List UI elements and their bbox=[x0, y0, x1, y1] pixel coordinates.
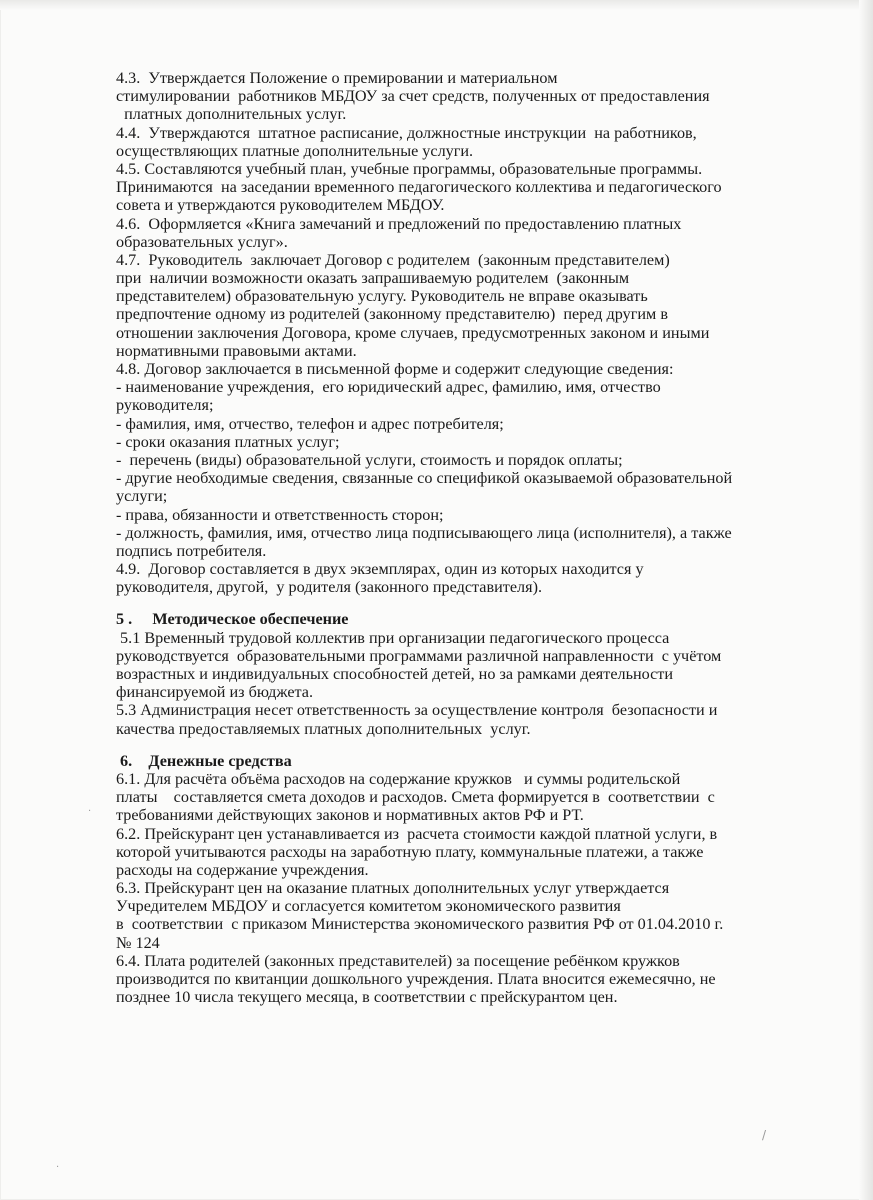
section-4-line: образовательных услуг». bbox=[116, 232, 288, 251]
section-4-line: - фамилия, имя, отчество, телефон и адрес потребителя; bbox=[116, 414, 504, 433]
document-body bbox=[116, 69, 796, 1006]
section-5-line: финансируемой из бюджета. bbox=[116, 683, 314, 702]
section-5-text bbox=[116, 629, 796, 738]
section-6-line: которой учитываются расходы на заработную плату, коммунальные платежи, а также bbox=[116, 842, 704, 861]
page-edge-shadow bbox=[859, 0, 873, 1200]
section-4-line: 4.8. Договор заключается в письменной форме и содержит следующие сведения: bbox=[116, 360, 674, 378]
section-6-line: в соответствии с приказом Министерства экономического развития РФ от 01.04.2010 г. bbox=[116, 915, 724, 934]
section-4-text bbox=[116, 69, 796, 596]
section-4-line: нормативными правовыми актами. bbox=[116, 341, 357, 360]
section-4-line: 4.3. Утверждается Положение о премировании и материальном bbox=[116, 69, 558, 87]
section-4-line: - перечень (виды) образовательной услуги, стоимость и порядок оплаты; bbox=[116, 450, 623, 469]
section-4-line: - другие необходимые сведения, связанные со спецификой оказываемой образовательной bbox=[116, 469, 733, 488]
section-6-line: 6.4. Плата родителей (законных представителей) за посещение ребёнком кружков bbox=[116, 951, 680, 970]
scan-speck: / bbox=[762, 1128, 767, 1142]
section-6-line: позднее 10 числа текущего месяца, в соответствии с прейскурантом цен. bbox=[116, 988, 618, 1007]
section-4-line: 4.6. Оформляется «Книга замечаний и предложений по предоставлению платных bbox=[116, 214, 682, 233]
section-6-line: 6.2. Прейскурант цен устанавливается из расчета стоимости каждой платной услуги, в bbox=[116, 824, 718, 843]
section-4-line: - наименование учреждения, его юридический адрес, фамилию, имя, отчество bbox=[116, 378, 661, 397]
scan-speck: · bbox=[88, 806, 92, 817]
section-6-line: 6.3. Прейскурант цен на оказание платных дополнительных услуг утверждается bbox=[116, 879, 670, 898]
section-5-line: качества предоставляемых платных дополнительных услуг. bbox=[116, 719, 531, 738]
section-6-line: платы составляется смета доходов и расходов. Смета формируется в соответствии с bbox=[116, 788, 715, 807]
section-4-line: - должность, фамилия, имя, отчество лица подписывающего лица (исполнителя), а также bbox=[116, 523, 732, 542]
section-4-line: услуги; bbox=[116, 487, 168, 506]
section-4-line: отношении заключения Договора, кроме случаев, предусмотренных законом и иными bbox=[116, 323, 710, 342]
section-gap bbox=[116, 596, 796, 610]
section-4-line: - права, обязанности и ответственность сторон; bbox=[116, 505, 444, 524]
section-5-heading: 5 . Методическое обеспечение bbox=[116, 610, 349, 629]
section-gap bbox=[116, 738, 796, 752]
section-4-line: совета и утверждаются руководителем МБДОУ. bbox=[116, 196, 445, 215]
section-4-line: представителем) образовательную услугу. Руководитель не вправе оказывать bbox=[116, 287, 648, 306]
section-6-text bbox=[116, 770, 796, 1006]
scan-speck: · bbox=[56, 1162, 60, 1173]
section-4-line: стимулировании работников МБДОУ за счет средств, полученных от предоставления bbox=[116, 87, 710, 106]
section-4-line: при наличии возможности оказать запрашиваемую родителем (законным bbox=[116, 269, 630, 288]
section-4-line: - сроки оказания платных услуг; bbox=[116, 432, 340, 451]
section-4-line: подпись потребителя. bbox=[116, 541, 267, 560]
section-4-line: 4.4. Утверждаются штатное расписание, должностные инструкции на работников, bbox=[116, 123, 697, 142]
section-4-line: руководителя, другой, у родителя (законного представителя). bbox=[116, 578, 543, 597]
section-4-line: 4.9. Договор составляется в двух экземплярах, один из которых находится у bbox=[116, 560, 644, 579]
section-6-line: 6.1. Для расчёта объёма расходов на содержание кружков и суммы родительской bbox=[116, 769, 681, 788]
section-6-line: требованиями действующих законов и нормативных актов РФ и РТ. bbox=[116, 806, 584, 825]
section-5-line: 5.3 Администрация несет ответственность за осуществление контроля безопасности и bbox=[116, 701, 718, 720]
section-5-line: руководствуется образовательными программами различной направленности с учётом bbox=[116, 646, 722, 665]
section-5-line: 5.1 Временный трудовой коллектив при организации педагогического процесса bbox=[116, 628, 670, 647]
section-4-line: предпочтение одному из родителей (законному представителю) перед другим в bbox=[116, 305, 668, 324]
section-6-heading: 6. Денежные средства bbox=[116, 751, 292, 770]
section-6-line: № 124 bbox=[116, 933, 160, 952]
section-4-line: Принимаются на заседании временного педагогического коллектива и педагогического bbox=[116, 178, 722, 197]
section-4-line: руководителя; bbox=[116, 396, 214, 415]
section-4-line: 4.5. Составляются учебный план, учебные программы, образовательные программы. bbox=[116, 159, 703, 178]
section-6-line: Учредителем МБДОУ и согласуется комитетом экономического развития bbox=[116, 897, 621, 916]
section-6-line: расходы на содержание учреждения. bbox=[116, 860, 369, 879]
section-4-line: осуществляющих платные дополнительные услуги. bbox=[116, 141, 474, 160]
page-top-shadow bbox=[0, 0, 873, 10]
section-4-line: 4.7. Руководитель заключает Договор с родителем (законным представителем) bbox=[116, 250, 670, 269]
section-5-line: возрастных и индивидуальных способностей детей, но за рамками деятельности bbox=[116, 665, 674, 683]
section-4-line: платных дополнительных услуг. bbox=[116, 105, 347, 124]
section-6-line: производится по квитанции дошкольного учреждения. Плата вносится ежемесячно, не bbox=[116, 970, 716, 988]
